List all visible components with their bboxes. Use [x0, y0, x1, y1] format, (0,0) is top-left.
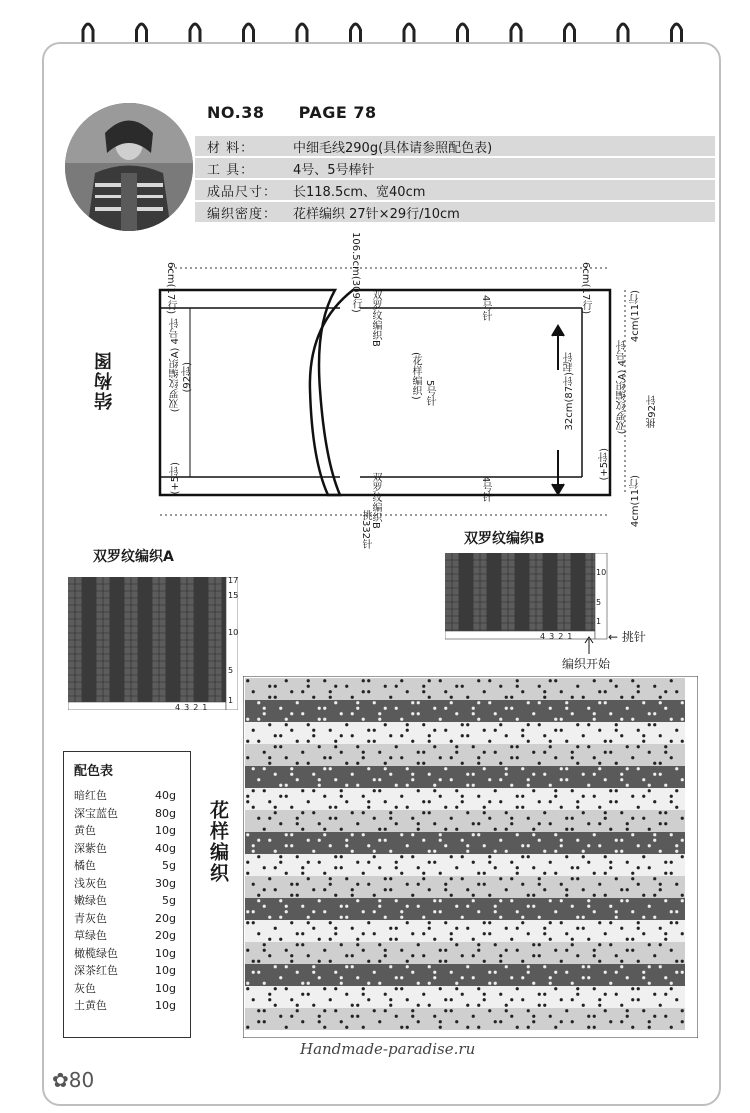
rib-b-top: 双罗纹编织B [370, 290, 381, 347]
bottom-pick: 挑332针 [360, 510, 371, 550]
color-name: 深宝蓝色 [74, 806, 118, 820]
rib-a-title: 双罗纹编织A [93, 549, 174, 565]
spec-row: 成品尺寸： 长118.5cm、宽40cm [195, 180, 715, 200]
palette-row [64, 840, 190, 858]
rib-a-cols: 4321 [175, 703, 212, 712]
rib-b-title: 双罗纹编织B [464, 531, 545, 547]
pick-label: ← 挑针 [608, 630, 646, 644]
dim-top-right: 6cm(17行) [580, 262, 591, 315]
needle-bottom: 4号针 [480, 476, 491, 503]
color-weight: 10g [155, 999, 176, 1012]
colorwork-chart [243, 676, 698, 1038]
palette-row [64, 892, 190, 910]
color-name: 深紫色 [74, 841, 107, 855]
page-number: ✿80 [52, 1068, 95, 1092]
right-bottom-dim: 4cm(11行) [630, 475, 641, 528]
left-rib-sts: (92针) [182, 362, 193, 393]
spec-row: 材 料： 中细毛线290g(具体请参照配色表) [195, 136, 715, 156]
color-weight: 80g [155, 806, 176, 820]
color-weight: 5g [162, 894, 176, 907]
color-name: 橘色 [74, 859, 96, 872]
color-weight: 5g [162, 859, 176, 872]
palette-row [64, 805, 190, 823]
color-name: 土黄色 [74, 999, 107, 1012]
color-weight: 40g [155, 841, 176, 855]
color-weight: 10g [155, 824, 176, 837]
color-weight: 10g [155, 946, 176, 960]
rib-b-bottom: 双罗纹编织B [370, 472, 381, 529]
right-pick: 挑92针 [647, 395, 658, 428]
rib-a-row-1: 1 [228, 696, 234, 705]
color-name: 浅灰色 [74, 876, 107, 890]
color-name: 暗红色 [74, 789, 107, 802]
model-photo [65, 103, 193, 231]
left-rib: (双罗纹编织A) 4号针 [170, 318, 181, 413]
color-weight: 30g [155, 876, 176, 890]
center-label: (花样编织) [410, 352, 421, 400]
palette-row [64, 962, 190, 980]
color-weight: 10g [155, 981, 176, 995]
dim-top-left: 6cm(17行) [165, 262, 176, 315]
color-weight: 40g [155, 789, 176, 802]
structure-title: 结构图 [94, 350, 115, 410]
palette-row [64, 787, 190, 805]
rib-b-row-1: 1 [596, 617, 602, 626]
rib-a-chart [68, 577, 238, 710]
palette-row [64, 997, 190, 1015]
book-page: PAGE 78 [298, 103, 377, 122]
color-palette [63, 751, 191, 1038]
color-weight: 10g [155, 964, 176, 977]
right-top-dim: 4cm(11行) [630, 290, 641, 343]
color-name: 嫩绿色 [74, 894, 107, 907]
rib-b-row-10: 10 [596, 568, 607, 577]
color-name: 草绿色 [74, 929, 107, 942]
palette-row [64, 927, 190, 945]
rib-b-row-5: 5 [596, 598, 602, 607]
spec-row: 工 具： 4号、5号棒针 [195, 158, 715, 178]
rib-b-cols: 4321 [540, 632, 577, 641]
right-rib: (双罗纹编织A) 4号针 [617, 340, 628, 435]
watermark: Handmade-paradise.ru [300, 1040, 476, 1058]
palette-row [64, 875, 190, 893]
start-label: 编织开始 [562, 657, 611, 671]
color-name: 深茶红色 [74, 964, 118, 977]
color-name: 黄色 [74, 824, 96, 837]
needle-top: 4号针 [480, 295, 491, 322]
cast-on: 32cm(87针)起针 [564, 352, 575, 431]
color-name: 灰色 [74, 981, 96, 995]
spec-row: 编织密度： 花样编织 27针×29行/10cm [195, 202, 715, 222]
color-weight: 20g [155, 911, 176, 925]
pattern-header [207, 103, 405, 122]
spec-table [195, 136, 715, 224]
palette-row [64, 822, 190, 840]
color-name: 橄榄绿色 [74, 946, 118, 960]
color-name: 青灰色 [74, 911, 107, 925]
center-needle: 5号针 [424, 380, 435, 407]
palette-row [64, 857, 190, 875]
start-arrow-icon [584, 636, 594, 656]
dim-total: 106.5cm(309行) [350, 232, 361, 313]
palette-title: 配色表 [74, 764, 114, 779]
rib-a-row-15: 15 [228, 591, 239, 600]
palette-row [64, 980, 190, 998]
palette-row [64, 910, 190, 928]
rib-b-chart [445, 553, 615, 645]
rib-a-row-5: 5 [228, 666, 234, 675]
pattern-title: 花样编织 [207, 800, 229, 884]
pattern-number: NO.38 [207, 103, 265, 122]
right-plus: (+5针) [599, 448, 610, 481]
color-weight: 20g [155, 929, 176, 942]
palette-row [64, 945, 190, 963]
rib-a-row-10: 10 [228, 628, 239, 637]
left-plus: (+5针) [170, 462, 181, 495]
rib-a-row-17: 17 [228, 576, 239, 585]
